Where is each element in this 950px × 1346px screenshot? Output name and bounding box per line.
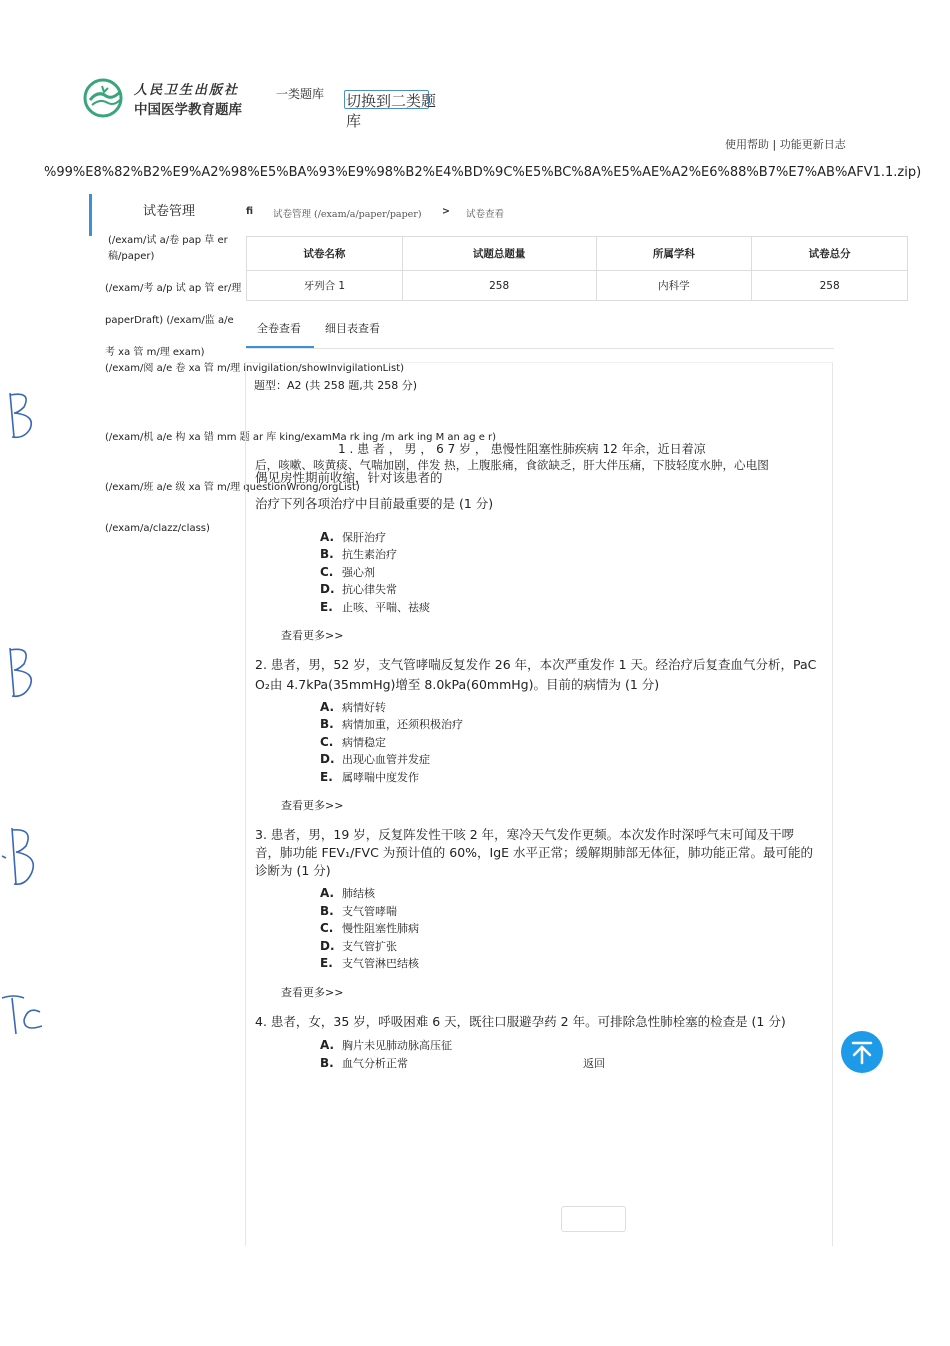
question-2-stem-line2: O₂由 4.7kPa(35mmHg)增至 8.0kPa(60mmHg)。目前的病情为 (1 分)	[255, 677, 660, 692]
option-key: B.	[320, 1056, 334, 1070]
option-key: D.	[320, 582, 335, 596]
option-text: 肺结核	[342, 887, 375, 900]
option-key: A.	[320, 886, 335, 900]
option	[320, 1055, 408, 1071]
option	[320, 938, 397, 954]
sidebar-title[interactable]: 试卷管理	[143, 204, 196, 219]
question-3-stem-line1: 3. 患者，男，19 岁，反复阵发性干咳 2 年，寒冷天气发作更频。本次发作时深呼气末可闻及干啰	[255, 827, 795, 842]
option	[320, 1037, 452, 1053]
table-cell: 牙列合 1	[247, 271, 403, 301]
breadcrumb-separator: >	[442, 206, 450, 217]
option	[320, 546, 397, 562]
column-header: 所属学科	[596, 237, 752, 271]
option-key: B.	[320, 904, 334, 918]
table-cell: 内科学	[596, 271, 752, 301]
question-3-stem-line3: 诊断为 (1 分)	[255, 863, 331, 878]
download-url-fragment: %99%E8%82%B2%E9%A2%98%E5%BA%93%E9%98%B2%E4%BD%9C%E5%BC%8A%E5%AE%A2%E6%88%B7%E7%AB%AFV1.1.zip)	[44, 165, 922, 180]
option-text: 支气管扩张	[342, 940, 397, 953]
question-4-stem-line1: 4. 患者，女，35 岁，呼吸困难 6 天，既往口服避孕药 2 年。可排除急性肺栓塞的检查是 (1 分)	[255, 1014, 786, 1029]
option-text: 病情加重，还须积极治疗	[342, 718, 463, 731]
question-1-stem-line3: 偶见房性期前收缩，针对该患者的	[255, 470, 443, 485]
option	[320, 885, 375, 901]
question-type-label: 题型：A2 (共 258 题,共 258 分)	[254, 379, 418, 392]
option-key: E.	[320, 770, 333, 784]
option-text: 抗心律失常	[342, 583, 397, 596]
option-text: 止咳、平喘、祛痰	[342, 601, 430, 614]
column-header: 试卷总分	[752, 237, 908, 271]
option-key: C.	[320, 735, 334, 749]
tab-detail-table[interactable]: 细目表查看	[325, 322, 380, 335]
table-row	[247, 271, 908, 301]
option-text: 病情稳定	[342, 736, 386, 749]
breadcrumb-home-icon: fi	[246, 206, 254, 217]
tab-active-indicator	[246, 346, 314, 348]
sidebar-item[interactable]: 考 xa 管 m/理 exam)	[105, 347, 205, 358]
question-1-stem-line4: 治疗下列各项治疗中目前最重要的是 (1 分)	[255, 496, 494, 511]
option	[320, 564, 375, 580]
option-key: E.	[320, 600, 333, 614]
option	[320, 955, 419, 971]
option-key: A.	[320, 530, 335, 544]
question-1-stem-line1: 1 . 患 者 ， 男 ， 6 7 岁 ， 患慢性阻塞性肺疾病 12 年余，近日着凉	[338, 442, 706, 456]
option-key: E.	[320, 956, 333, 970]
table-header-row	[247, 237, 908, 271]
sidebar-active-indicator	[89, 194, 92, 236]
option-text: 支气管淋巴结核	[342, 957, 419, 970]
option-key: A.	[320, 700, 335, 714]
option	[320, 920, 419, 936]
option-key: C.	[320, 565, 334, 579]
back-button[interactable]: 返回	[583, 1057, 605, 1070]
handwritten-mark-tc-icon	[0, 990, 48, 1040]
brand-name: 中国医学教育题库	[134, 102, 242, 118]
option-text: 支气管哮喘	[342, 905, 397, 918]
option-key: D.	[320, 752, 335, 766]
option	[320, 716, 463, 732]
option	[320, 903, 397, 919]
breadcrumb-link[interactable]: 试卷管理 (/exam/a/paper/paper)	[273, 209, 422, 220]
option	[320, 734, 386, 750]
sidebar-item[interactable]: (/exam/a/clazz/class)	[105, 523, 210, 534]
option-key: A.	[320, 1038, 335, 1052]
publisher-name: 人民卫生出版社	[134, 83, 240, 98]
table-cell: 258	[752, 271, 908, 301]
option-text: 出现心血管并发症	[342, 753, 430, 766]
arrow-up-icon	[841, 1031, 883, 1073]
switch-library-button[interactable]: 切换到二类题库	[346, 92, 437, 130]
option-key: D.	[320, 939, 335, 953]
option-text: 属哮喘中度发作	[342, 771, 419, 784]
brand-logo[interactable]	[82, 78, 262, 118]
sidebar-item[interactable]: (/exam/阅 a/e 卷 xa 管 m/理 invigilation/showInvigilationList)	[105, 363, 405, 374]
sidebar-item[interactable]: 稿/paper)	[108, 251, 155, 262]
sidebar-item[interactable]: (/exam/试 a/卷 pap 草 er	[108, 235, 228, 246]
table-cell: 258	[402, 271, 596, 301]
option	[320, 581, 397, 597]
scroll-to-top-button[interactable]	[841, 1031, 883, 1073]
option-text: 慢性阻塞性肺病	[342, 922, 419, 935]
option	[320, 699, 386, 715]
option	[320, 599, 430, 615]
sidebar-item[interactable]: (/exam/考 a/p 试 ap 管 er/理	[105, 283, 242, 294]
sidebar-item[interactable]: (/exam/机 a/e 构 xa 错 mm 题 ar 库 king/examMa rk ing /m ark ing M an ag e r)	[105, 432, 497, 443]
option-text: 胸片未见肺动脉高压征	[342, 1039, 452, 1052]
handwritten-mark-b-icon	[0, 820, 44, 892]
blank-button[interactable]	[561, 1206, 626, 1232]
option-text: 保肝治疗	[342, 531, 386, 544]
question-1-stem-line2: 后，咳嗽、咳黄痰、气喘加剧，伴发 热，上腹胀痛，食欲缺乏，肝大伴压痛，下肢轻度水肿，心电图	[255, 458, 769, 472]
option-text: 血气分析正常	[342, 1057, 408, 1070]
tab-baseline	[246, 348, 834, 349]
breadcrumb-current: 试卷查看	[466, 209, 505, 220]
option	[320, 529, 386, 545]
sidebar-item[interactable]: paperDraft) (/exam/监 a/e	[105, 315, 234, 326]
tab-full-view[interactable]: 全卷查看	[257, 322, 301, 335]
handwritten-mark-b-icon	[2, 640, 42, 704]
paper-info-table	[246, 236, 908, 301]
help-links[interactable]: 使用帮助 | 功能更新日志	[725, 138, 846, 151]
option	[320, 751, 430, 767]
option-text: 强心剂	[342, 566, 375, 579]
library-type-label: 一类题库	[276, 87, 325, 101]
view-more-link[interactable]: 查看更多>>	[281, 986, 344, 999]
question-3-stem-line2: 音，肺功能 FEV₁/FVC 为预计值的 60%，IgE 水平正常；缓解期肺部无体征，肺功能正常。最可能的	[255, 845, 814, 860]
column-header: 试卷名称	[247, 237, 403, 271]
view-more-link[interactable]: 查看更多>>	[281, 799, 344, 812]
question-2-stem-line1: 2. 患者，男，52 岁，支气管哮喘反复发作 26 年，本次严重发作 1 天。经治疗后复查血气分析，PaC	[255, 657, 817, 672]
option-key: C.	[320, 921, 334, 935]
option	[320, 769, 419, 785]
column-header: 试题总题量	[402, 237, 596, 271]
option-text: 抗生素治疗	[342, 548, 397, 561]
option-key: B.	[320, 717, 334, 731]
option-key: B.	[320, 547, 334, 561]
handwritten-mark-b-icon	[2, 385, 42, 445]
sidebar-item[interactable]: (/exam/班 a/e 级 xa 管 m/理 questionWrong/orgList)	[105, 482, 360, 493]
view-more-link[interactable]: 查看更多>>	[281, 629, 344, 642]
logo-emblem-icon	[82, 78, 126, 118]
option-text: 病情好转	[342, 701, 386, 714]
